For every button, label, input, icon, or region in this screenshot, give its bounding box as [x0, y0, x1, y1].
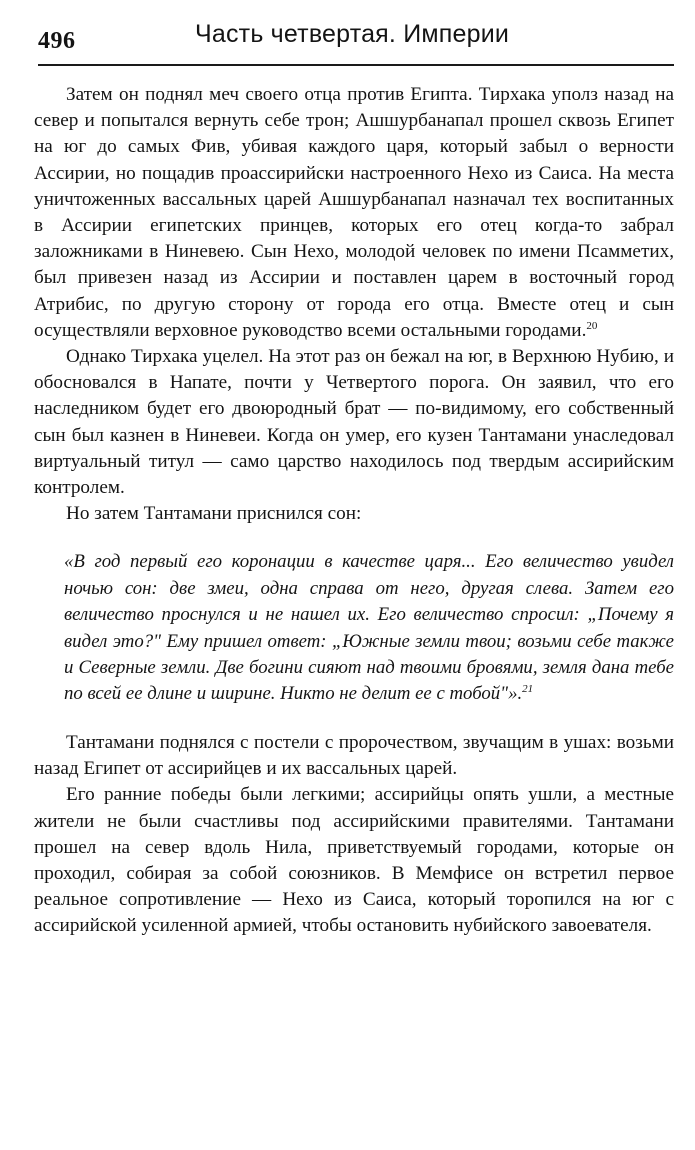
paragraph: [34, 501, 674, 527]
paragraph: [34, 730, 674, 782]
paragraph-text: Его ранние победы были легкими; ассирийцы опять ушли, а местные жители не были счастливы под ассирийскими правителями. Тантамани прошел на север вдоль Нила, приветствуемый городами, которые он проходил, собирая за собой союзников. В Мемфисе он встретил первое реальное сопротивление — Нехо из Саиса, который торопился на юг с ассирийской усиленной армией, чтобы остановить нубийского завоевателя.: [34, 784, 674, 937]
paragraph-text: Однако Тирхака уцелел. На этот раз он бежал на юг, в Верхнюю Нубию, и обосновался в Напате, почти у Четвертого порога. Он заявил, что его наследником будет его двоюродный брат — по-видимому, его собственный сын был казнен в Ниневеи. Когда он умер, его кузен Тантамани унаследовал виртуальный титул — само царство находилось под твердым ассирийским контролем.: [34, 346, 674, 499]
paragraph-text: Но затем Тантамани приснился сон:: [66, 503, 362, 525]
paragraph-text: Затем он поднял меч своего отца против Египта. Тирхака уполз назад на север и попытался вернуть себе трон; Ашшурбанапал прошел сквозь Египет на юг до самых Фив, убивая каждого царя, который забыл о верности Ассирии, но пощадив проассирийски настроенного Нехо из Саиса. На места уничтоженных вассальных царей Ашшурбанапал назначал тех воспитанных в Ассирии египетских принцев, которых его отец когда-то забрал заложниками в Ниневею. Сын Нехо, молодой человек по имени Псамметих, был привезен назад из Ассирии и поставлен царем в восточный город Атрибис, по другую сторону от города его отца. Вместе отец и сын осуществляли верховное руководство всеми остальными городами.: [34, 84, 674, 341]
running-title: Часть четвертая. Империи: [195, 20, 510, 48]
quote-text: «В год первый его коронации в качестве царя... Его величество увидел ночью сон: две змеи, одна справа от него, другая слева. Затем его величество проснулся и не нашел их. Его величество спросил: „Почему я видел это?" Ему пришел ответ: „Южные земли твои; возьми себе также и Северные земли. Две богини сияют над твоими бровями, земля дана тебе по всей ее длине и ширине. Никто не делит ее с тобой"».: [64, 551, 674, 705]
footnote-marker: 20: [586, 319, 598, 332]
paragraph-text: Тантамани поднялся с постели с пророчеством, звучащим в ушах: возьми назад Египет от ассирийцев и их вассальных царей.: [34, 731, 674, 780]
paragraph: [34, 344, 674, 501]
body-text: [34, 82, 674, 940]
paragraph: [34, 82, 674, 344]
paragraph: [34, 782, 674, 939]
footnote-marker: 21: [522, 683, 534, 696]
page-header: [38, 20, 674, 60]
block-quote: [64, 549, 674, 707]
page-number: 496: [38, 28, 76, 54]
header-divider: [38, 64, 674, 66]
